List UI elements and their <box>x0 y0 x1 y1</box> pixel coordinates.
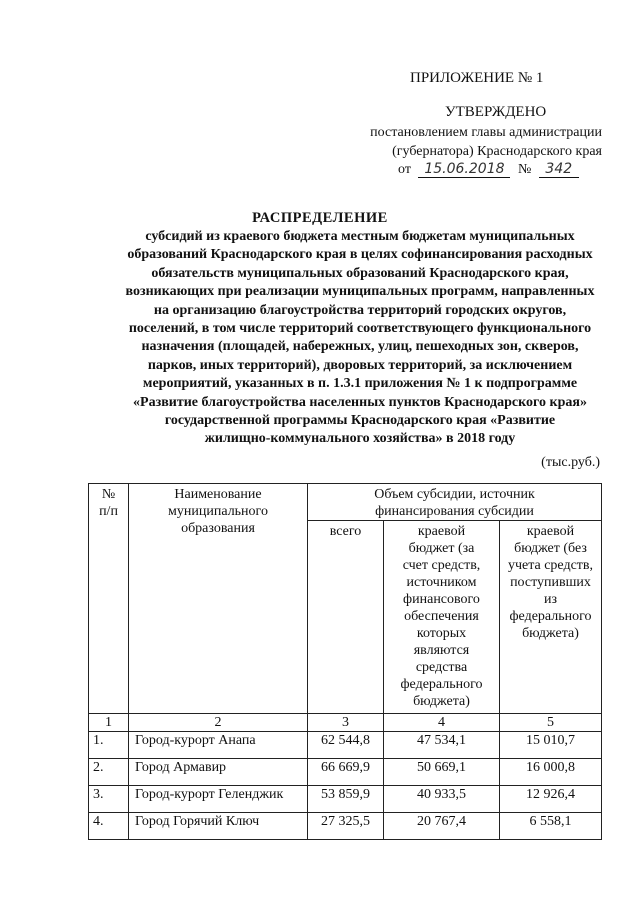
federal-funded-amount: 50 669,1 <box>384 759 500 786</box>
total-amount: 66 669,9 <box>308 759 384 786</box>
regional-own-amount: 15 010,7 <box>500 732 602 759</box>
row-number: 3. <box>89 786 129 813</box>
document-subtitle <box>100 228 620 449</box>
row-number: 4. <box>89 813 129 840</box>
decree-date-line <box>398 161 579 178</box>
federal-funded-amount: 20 767,4 <box>384 813 500 840</box>
appendix-label: ПРИЛОЖЕНИЕ № 1 <box>410 70 544 86</box>
header-total: всего <box>308 521 384 714</box>
subtitle-line: парков, иных территорий), дворовых территорий, за исключением <box>147 357 573 373</box>
subtitle-line: жилищно-коммунального хозяйства» в 2018 году <box>204 431 516 447</box>
decree-number: 342 <box>539 161 579 178</box>
column-number: 3 <box>308 714 384 732</box>
total-amount: 27 325,5 <box>308 813 384 840</box>
municipality-name: Город Горячий Ключ <box>129 813 308 840</box>
subtitle-line: мероприятий, указанных в п. 1.3.1 приложения № 1 к подпрограмме <box>142 376 578 392</box>
regional-own-amount: 16 000,8 <box>500 759 602 786</box>
subtitle-line: поселений, в том числе территорий соответствующего функционального <box>128 321 592 337</box>
row-number: 1. <box>89 732 129 759</box>
federal-funded-amount: 47 534,1 <box>384 732 500 759</box>
table-row <box>89 759 602 786</box>
column-number: 2 <box>129 714 308 732</box>
subtitle-line: субсидий из краевого бюджета местным бюджетам муниципальных <box>145 229 575 244</box>
subtitle-line: «Развитие благоустройства населенных пунктов Краснодарского края» <box>133 394 587 410</box>
approved-label: УТВЕРЖДЕНО <box>445 104 547 120</box>
column-numbers-row <box>89 714 602 732</box>
date-prefix: от <box>398 162 411 177</box>
subsidy-table <box>88 483 602 840</box>
header-regional-federal: краевой бюджет (за счет средств, источником финансового обеспечения которых являются средства федерального бюджета) <box>384 521 500 714</box>
decree-date: 15.06.2018 <box>418 161 510 178</box>
table-row <box>89 813 602 840</box>
federal-funded-amount: 40 933,5 <box>384 786 500 813</box>
total-amount: 62 544,8 <box>308 732 384 759</box>
units-label: (тыс.руб.) <box>541 455 600 470</box>
number-sign: № <box>517 162 532 177</box>
subtitle-line: обязательств муниципальных образований Краснодарского края, <box>151 265 569 281</box>
decree-line-1: постановлением главы администрации <box>370 125 602 140</box>
municipality-name: Город-курорт Анапа <box>129 732 308 759</box>
column-number: 5 <box>500 714 602 732</box>
total-amount: 53 859,9 <box>308 786 384 813</box>
municipality-name: Город Армавир <box>129 759 308 786</box>
municipality-name: Город-курорт Геленджик <box>129 786 308 813</box>
subtitle-line: возникающих при реализации муниципальных программ, направленных <box>125 284 595 300</box>
subtitle-line: государственной программы Краснодарского края «Развитие <box>164 413 556 429</box>
regional-own-amount: 12 926,4 <box>500 786 602 813</box>
table-row <box>89 732 602 759</box>
header-regional-own: краевой бюджет (без учета средств, поступивших из федерального бюджета) <box>500 521 602 714</box>
subtitle-line: назначения (площадей, набережных, улиц, пешеходных зон, скверов, <box>141 339 579 355</box>
subtitle-line: на организацию благоустройства территорий городских округов, <box>153 302 567 318</box>
column-number: 1 <box>89 714 129 732</box>
table-row <box>89 786 602 813</box>
regional-own-amount: 6 558,1 <box>500 813 602 840</box>
row-number: 2. <box>89 759 129 786</box>
column-number: 4 <box>384 714 500 732</box>
decree-line-2: (губернатора) Краснодарского края <box>392 144 602 159</box>
header-number: № п/п <box>89 484 129 714</box>
header-subsidy-volume: Объем субсидии, источник финансирования субсидии <box>308 484 602 521</box>
subtitle-line: образований Краснодарского края в целях софинансирования расходных <box>127 247 593 263</box>
header-municipality: Наименование муниципального образования <box>129 484 308 714</box>
document-title: РАСПРЕДЕЛЕНИЕ <box>252 210 388 226</box>
